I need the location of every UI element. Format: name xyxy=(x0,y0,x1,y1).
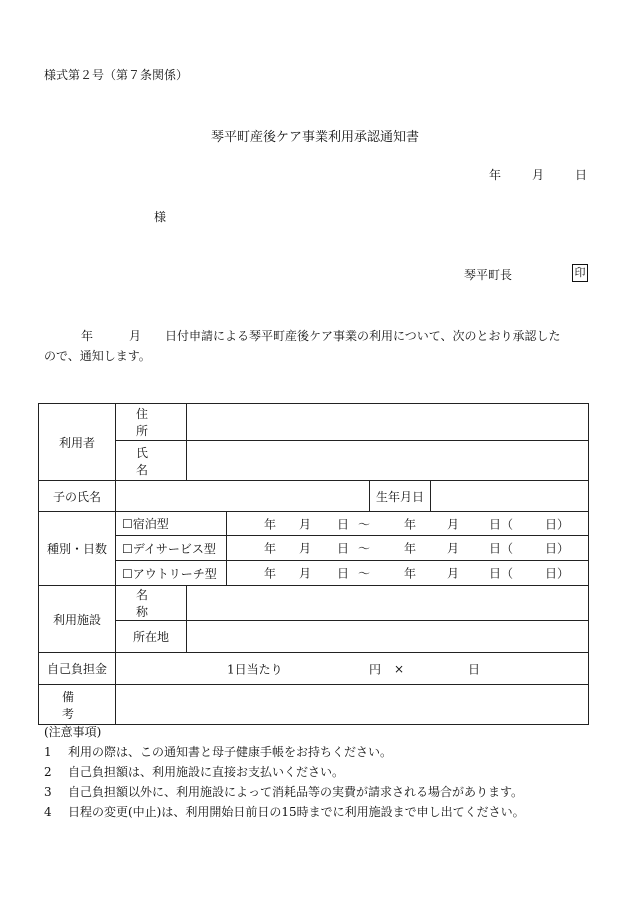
copay-label: 自己負担金 xyxy=(39,653,116,685)
child-name-label: 子の氏名 xyxy=(39,481,116,512)
body-text-line2: ので、通知します。 xyxy=(44,349,151,363)
date-year-label: 年 xyxy=(489,168,502,182)
note-item: 3 自己負担額以外に、利用施設によって消耗品等の実費が請求される場合があります。 xyxy=(44,785,524,799)
address-field[interactable] xyxy=(187,404,589,441)
date-day-label: 日 xyxy=(575,168,588,182)
period-overnight[interactable]: 年 月 日 ～ 年 月 日（ 日） xyxy=(227,512,589,536)
type-outreach-checkbox[interactable]: ☐アウトリーチ型 xyxy=(116,561,227,586)
notes-section xyxy=(44,722,525,822)
body-year-label: 年 xyxy=(81,329,94,343)
remarks-field[interactable] xyxy=(116,685,589,725)
date-month-label: 月 xyxy=(532,168,545,182)
remarks-label: 備 考 xyxy=(39,685,116,725)
copay-field[interactable] xyxy=(116,653,589,685)
child-name-field[interactable] xyxy=(116,481,370,512)
name-label: 氏 名 xyxy=(116,441,187,481)
seal-mark: 印 xyxy=(572,264,588,282)
copay-times: × xyxy=(394,661,405,676)
body-text-line1: 日付申請による琴平町産後ケア事業の利用について、次のとおり承認した xyxy=(165,329,561,343)
note-item: 2 自己負担額は、利用施設に直接お支払いください。 xyxy=(44,765,345,779)
facility-label: 利用施設 xyxy=(39,586,116,653)
birthdate-field[interactable] xyxy=(431,481,589,512)
type-dayservice-checkbox[interactable]: ☐デイサービス型 xyxy=(116,536,227,561)
facility-location-field[interactable] xyxy=(187,621,589,653)
issuer-name: 琴平町長 xyxy=(464,268,513,282)
note-item: 4 日程の変更(中止)は、利用開始日前日の15時までに利用施設まで申し出てください。 xyxy=(44,805,525,819)
name-field[interactable] xyxy=(187,441,589,481)
copay-days: 日 xyxy=(468,662,481,676)
note-item: 1 利用の際は、この通知書と母子健康手帳をお持ちください。 xyxy=(44,745,393,759)
copay-yen: 円 xyxy=(369,662,382,676)
copay-per-day: 1日当たり xyxy=(227,662,283,676)
body-month-label: 月 xyxy=(129,329,142,343)
user-label: 利用者 xyxy=(39,404,116,481)
birthdate-label: 生年月日 xyxy=(370,481,431,512)
period-outreach[interactable]: 年 月 日 ～ 年 月 日（ 日） xyxy=(227,561,589,586)
address-label: 住 所 xyxy=(116,404,187,441)
facility-name-field[interactable] xyxy=(187,586,589,621)
addressee-honorific: 様 xyxy=(154,210,167,224)
notes-heading: (注意事項) xyxy=(44,725,102,739)
application-table xyxy=(38,403,589,725)
approval-statement xyxy=(44,326,590,366)
type-days-label: 種別・日数 xyxy=(39,512,116,586)
facility-name-label: 名 称 xyxy=(116,586,187,621)
type-overnight-checkbox[interactable]: ☐宿泊型 xyxy=(116,512,227,536)
period-dayservice[interactable]: 年 月 日 ～ 年 月 日（ 日） xyxy=(227,536,589,561)
facility-location-label: 所在地 xyxy=(116,621,187,653)
document-title: 琴平町産後ケア事業利用承認通知書 xyxy=(210,130,419,145)
form-number: 様式第２号（第７条関係） xyxy=(44,68,189,82)
